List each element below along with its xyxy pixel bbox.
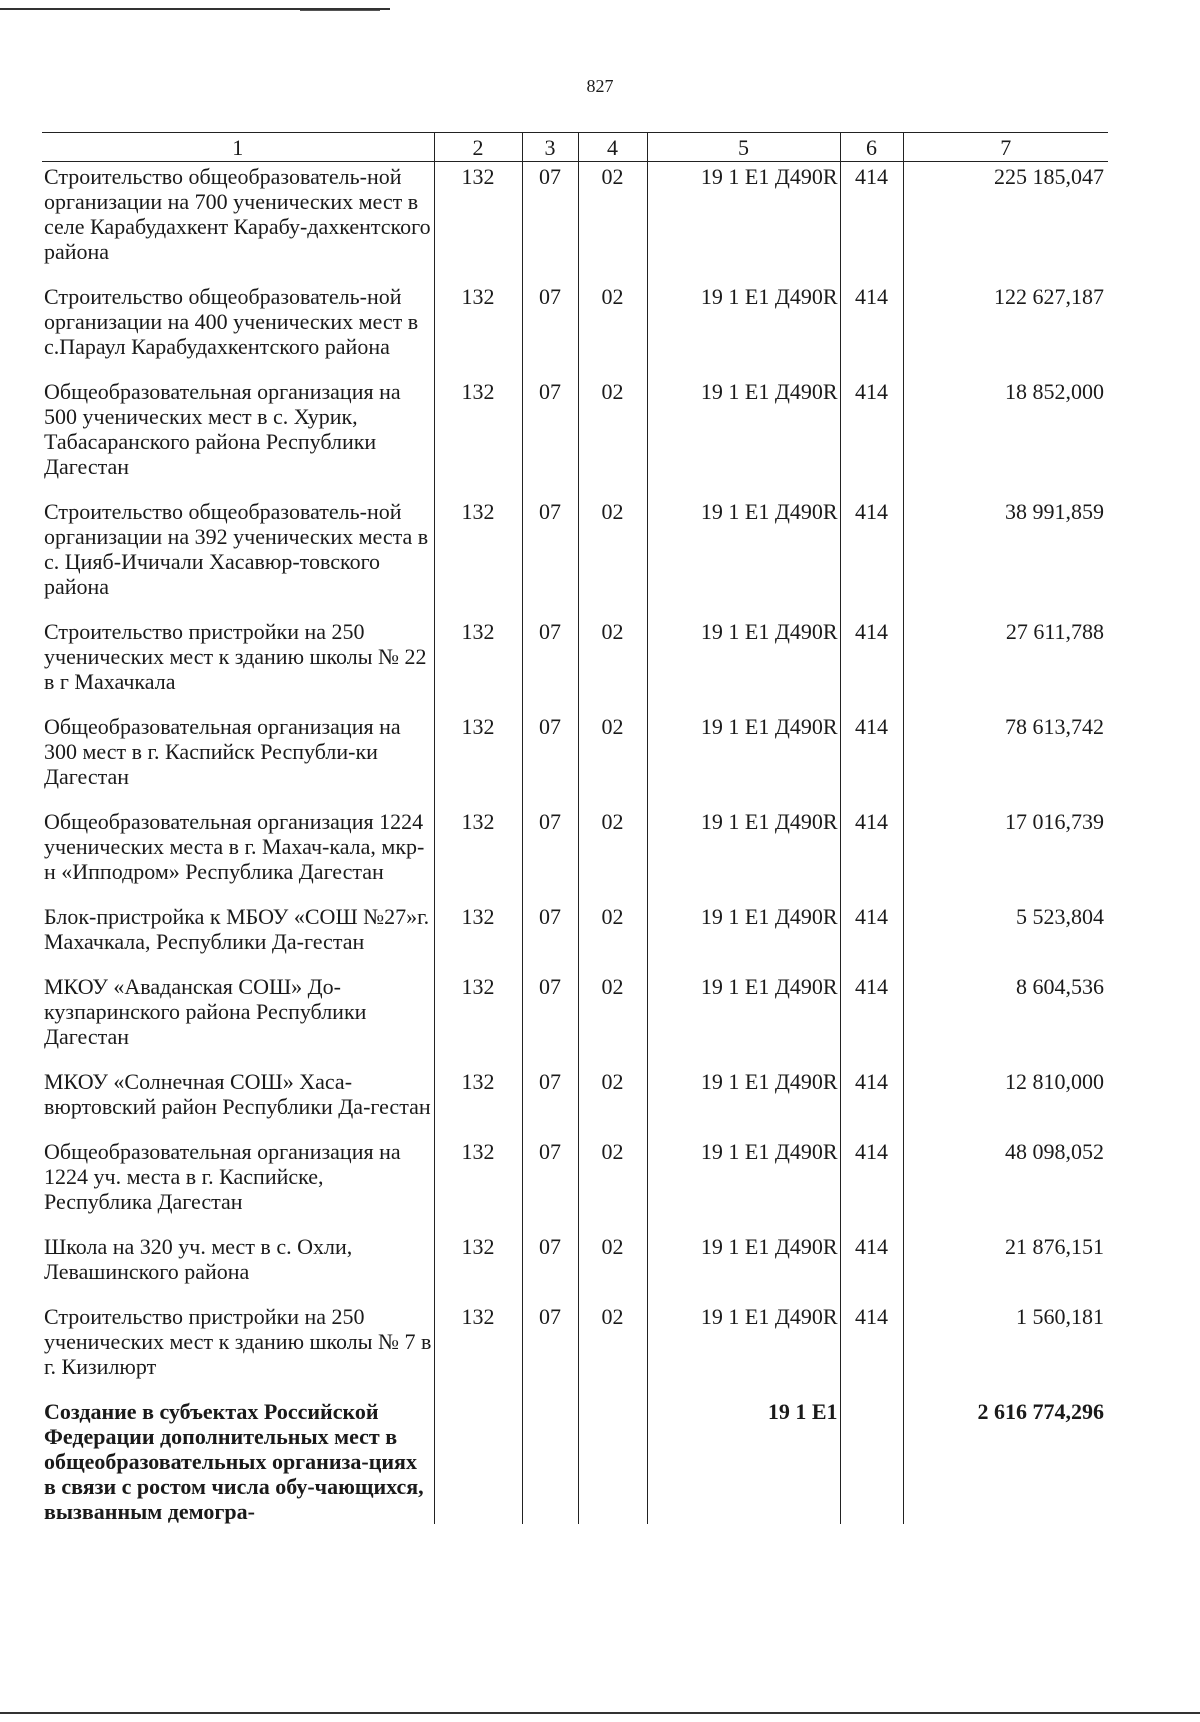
subsection-code-cell: 02 xyxy=(578,807,647,902)
section-code-cell: 07 xyxy=(522,712,578,807)
target-item-code-cell: 19 1 Е1 Д490R xyxy=(647,1302,840,1397)
expense-type-cell: 414 xyxy=(840,1137,903,1232)
amount-cell: 8 604,536 xyxy=(903,972,1108,1067)
subsection-code-cell: 02 xyxy=(578,617,647,712)
ministry-code-cell: 132 xyxy=(434,1137,522,1232)
target-item-code-cell: 19 1 Е1 Д490R xyxy=(647,282,840,377)
amount-cell: 12 810,000 xyxy=(903,1067,1108,1137)
object-name-cell: Блок-пристройка к МБОУ «СОШ №27»г. Махачкала, Республики Да-гестан xyxy=(44,904,430,954)
target-item-code-cell: 19 1 Е1 Д490R xyxy=(647,1137,840,1232)
expense-type-cell: 414 xyxy=(840,902,903,972)
scan-edge-line-short xyxy=(300,10,380,11)
ministry-code-cell: 132 xyxy=(434,902,522,972)
table-row xyxy=(42,282,1108,377)
object-name-cell: Создание в субъектах Российской Федерации дополнительных мест в общеобразовательных организа-циях в связи с ростом числа обу-чающихся, вызванным демогра- xyxy=(44,1399,424,1524)
amount-cell: 5 523,804 xyxy=(903,902,1108,972)
amount-cell: 225 185,047 xyxy=(903,162,1108,283)
amount-cell: 1 560,181 xyxy=(903,1302,1108,1397)
scan-edge-line-bottom xyxy=(0,1712,1200,1714)
table-row xyxy=(42,1067,1108,1137)
column-header: 6 xyxy=(840,133,903,162)
target-item-code-cell: 19 1 Е1 Д490R xyxy=(647,617,840,712)
expense-type-cell: 414 xyxy=(840,1067,903,1137)
table-row xyxy=(42,1302,1108,1397)
expense-type-cell: 414 xyxy=(840,807,903,902)
target-item-code-cell: 19 1 Е1 Д490R xyxy=(647,1232,840,1302)
table-body xyxy=(42,162,1108,1525)
object-name-cell: Строительство общеобразователь-ной организации на 400 ученических мест в с.Параул Карабудахкентского района xyxy=(44,284,419,359)
amount-cell: 2 616 774,296 xyxy=(903,1397,1108,1524)
section-code-cell: 07 xyxy=(522,807,578,902)
ministry-code-cell: 132 xyxy=(434,1302,522,1397)
section-code-cell: 07 xyxy=(522,497,578,617)
object-name-cell: Общеобразовательная организация на 500 ученических мест в с. Хурик, Табасаранского района Республики Дагестан xyxy=(44,379,401,479)
target-item-code-cell: 19 1 Е1 Д490R xyxy=(647,712,840,807)
table-row xyxy=(42,1232,1108,1302)
expense-type-cell: 414 xyxy=(840,617,903,712)
column-header: 4 xyxy=(578,133,647,162)
target-item-code-cell: 19 1 Е1 Д490R xyxy=(647,377,840,497)
table-row xyxy=(42,807,1108,902)
ministry-code-cell: 132 xyxy=(434,972,522,1067)
ministry-code-cell: 132 xyxy=(434,1232,522,1302)
section-code-cell xyxy=(522,1397,578,1524)
object-name-cell: Строительство общеобразователь-ной организации на 392 ученических места в с. Цияб-Ичичали Хасавюр-товского района xyxy=(44,499,429,599)
object-name-cell: МКОУ «Солнечная СОШ» Хаса-вюртовский район Республики Да-гестан xyxy=(44,1069,431,1119)
column-header: 7 xyxy=(903,133,1108,162)
amount-cell: 27 611,788 xyxy=(903,617,1108,712)
amount-cell: 18 852,000 xyxy=(903,377,1108,497)
ministry-code-cell: 132 xyxy=(434,162,522,283)
table-row xyxy=(42,497,1108,617)
subsection-code-cell: 02 xyxy=(578,377,647,497)
table-header-row xyxy=(42,133,1108,162)
ministry-code-cell: 132 xyxy=(434,1067,522,1137)
section-code-cell: 07 xyxy=(522,162,578,283)
section-code-cell: 07 xyxy=(522,902,578,972)
ministry-code-cell: 132 xyxy=(434,617,522,712)
target-item-code-cell: 19 1 Е1 Д490R xyxy=(647,497,840,617)
table-row xyxy=(42,712,1108,807)
expense-type-cell: 414 xyxy=(840,497,903,617)
object-name-cell: Строительство пристройки на 250 ученических мест к зданию школы № 7 в г. Кизилюрт xyxy=(44,1304,432,1379)
object-name-cell: МКОУ «Аваданская СОШ» До-кузпаринского района Республики Дагестан xyxy=(44,974,367,1049)
object-name-cell: Строительство пристройки на 250 ученических мест к зданию школы № 22 в г Махачкала xyxy=(44,619,427,694)
subsection-code-cell: 02 xyxy=(578,1137,647,1232)
column-header: 1 xyxy=(42,133,434,162)
table-row xyxy=(42,1137,1108,1232)
amount-cell: 122 627,187 xyxy=(903,282,1108,377)
section-code-cell: 07 xyxy=(522,1232,578,1302)
target-item-code-cell: 19 1 Е1 Д490R xyxy=(647,807,840,902)
target-item-code-cell: 19 1 Е1 Д490R xyxy=(647,972,840,1067)
section-code-cell: 07 xyxy=(522,1137,578,1232)
subsection-code-cell: 02 xyxy=(578,902,647,972)
ministry-code-cell: 132 xyxy=(434,497,522,617)
column-header: 5 xyxy=(647,133,840,162)
subsection-code-cell: 02 xyxy=(578,162,647,283)
subsection-code-cell: 02 xyxy=(578,497,647,617)
ministry-code-cell xyxy=(434,1397,522,1524)
ministry-code-cell: 132 xyxy=(434,282,522,377)
section-code-cell: 07 xyxy=(522,282,578,377)
expense-type-cell: 414 xyxy=(840,162,903,283)
section-code-cell: 07 xyxy=(522,377,578,497)
object-name-cell: Общеобразовательная организация 1224 ученических места в г. Махач-кала, мкр-н «Ипподром» Республика Дагестан xyxy=(44,809,425,884)
expense-type-cell: 414 xyxy=(840,712,903,807)
object-name-cell: Школа на 320 уч. мест в с. Охли, Левашинского района xyxy=(44,1234,353,1284)
table-row xyxy=(42,162,1108,283)
amount-cell: 21 876,151 xyxy=(903,1232,1108,1302)
section-code-cell: 07 xyxy=(522,972,578,1067)
amount-cell: 17 016,739 xyxy=(903,807,1108,902)
target-item-code-cell: 19 1 Е1 Д490R xyxy=(647,162,840,283)
table-summary-row xyxy=(42,1397,1108,1524)
column-header: 2 xyxy=(434,133,522,162)
section-code-cell: 07 xyxy=(522,1302,578,1397)
expense-type-cell: 414 xyxy=(840,282,903,377)
target-item-code-cell: 19 1 Е1 xyxy=(647,1397,840,1524)
expense-type-cell: 414 xyxy=(840,1232,903,1302)
object-name-cell: Общеобразовательная организация на 1224 уч. места в г. Каспийске, Республика Дагестан xyxy=(44,1139,401,1214)
ministry-code-cell: 132 xyxy=(434,377,522,497)
subsection-code-cell: 02 xyxy=(578,972,647,1067)
section-code-cell: 07 xyxy=(522,617,578,712)
expense-type-cell: 414 xyxy=(840,377,903,497)
table-row xyxy=(42,617,1108,712)
target-item-code-cell: 19 1 Е1 Д490R xyxy=(647,1067,840,1137)
ministry-code-cell: 132 xyxy=(434,712,522,807)
object-name-cell: Общеобразовательная организация на 300 мест в г. Каспийск Республи-ки Дагестан xyxy=(44,714,401,789)
column-header: 3 xyxy=(522,133,578,162)
subsection-code-cell: 02 xyxy=(578,712,647,807)
subsection-code-cell xyxy=(578,1397,647,1524)
subsection-code-cell: 02 xyxy=(578,1067,647,1137)
page-number: 827 xyxy=(586,76,614,96)
budget-table xyxy=(42,132,1108,1524)
section-code-cell: 07 xyxy=(522,1067,578,1137)
expense-type-cell xyxy=(840,1397,903,1524)
expense-type-cell: 414 xyxy=(840,972,903,1067)
amount-cell: 78 613,742 xyxy=(903,712,1108,807)
ministry-code-cell: 132 xyxy=(434,807,522,902)
table-row xyxy=(42,377,1108,497)
subsection-code-cell: 02 xyxy=(578,282,647,377)
table-row xyxy=(42,902,1108,972)
table-row xyxy=(42,972,1108,1067)
amount-cell: 38 991,859 xyxy=(903,497,1108,617)
amount-cell: 48 098,052 xyxy=(903,1137,1108,1232)
object-name-cell: Строительство общеобразователь-ной организации на 700 ученических мест в селе Карабудахкент Карабу-дахкентского района xyxy=(44,164,431,264)
expense-type-cell: 414 xyxy=(840,1302,903,1397)
subsection-code-cell: 02 xyxy=(578,1302,647,1397)
target-item-code-cell: 19 1 Е1 Д490R xyxy=(647,902,840,972)
subsection-code-cell: 02 xyxy=(578,1232,647,1302)
